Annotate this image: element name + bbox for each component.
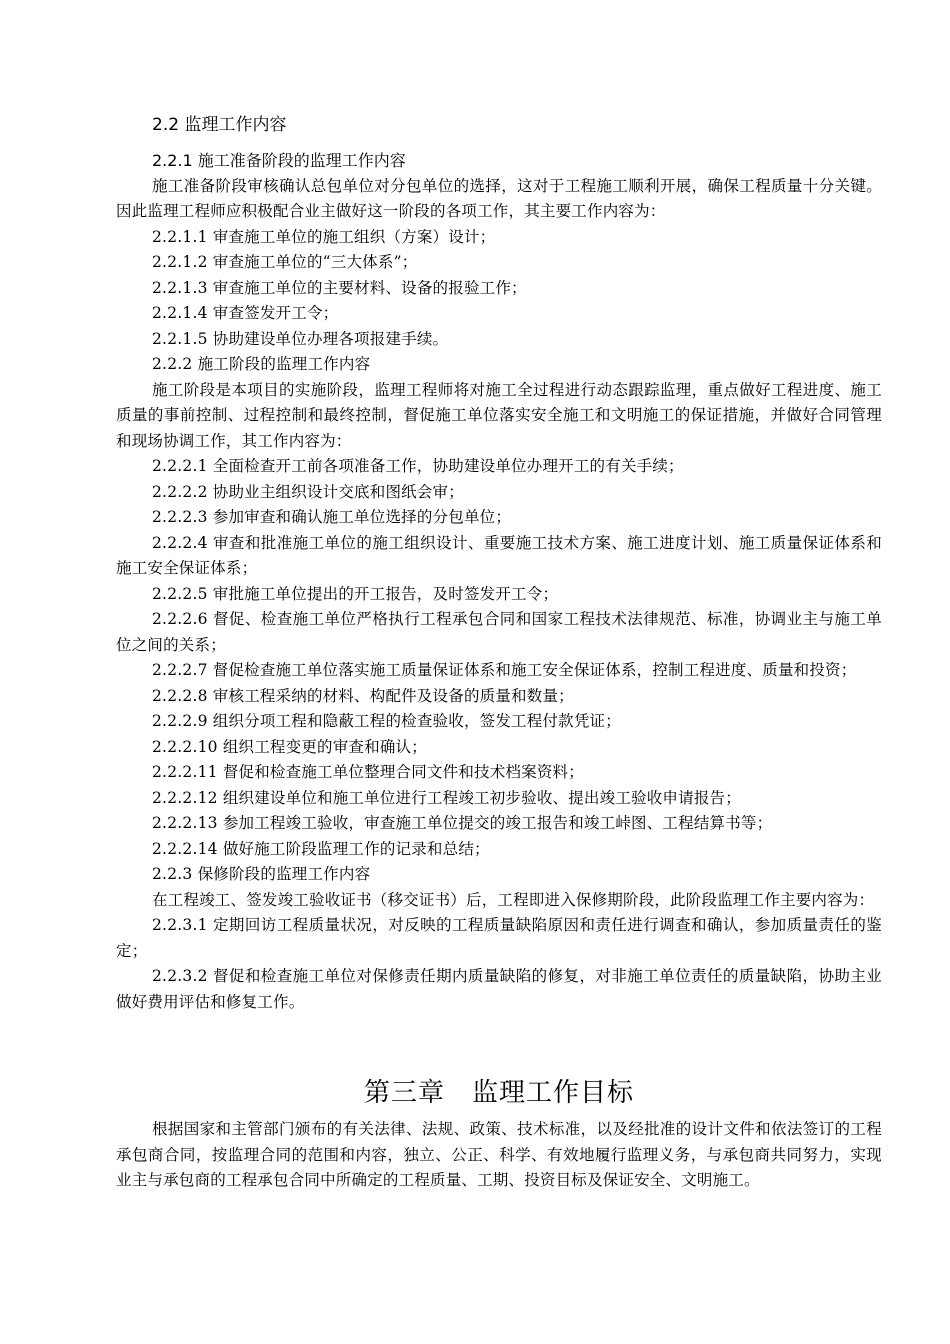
list-item: 2.2.2.14 做好施工阶段监理工作的记录和总结； xyxy=(152,839,490,858)
list-item: 2.2.2.11 督促和检查施工单位整理合同文件和技术档案资料； xyxy=(152,763,584,781)
list-item: 2.2.2.1 全面检查开工前各项准备工作，协助建设单位办理开工的有关手续； xyxy=(152,457,684,475)
list-item: 2.2.1.2 审查施工单位的“三大体系”； xyxy=(152,253,418,271)
list-item: 2.2.2.2 协助业主组织设计交底和图纸会审； xyxy=(152,482,464,501)
chapter-title: 第三章 监理工作目标 xyxy=(363,1078,634,1108)
subsection-heading-2-2-2: 2.2.2 施工阶段的监理工作内容 xyxy=(152,355,371,373)
list-item: 2.2.2.7 督促检查施工单位落实施工质量保证体系和施工安全保证体系，控制工程进度、质量和投资； xyxy=(152,661,857,679)
list-item: 2.2.2.6 督促、检查施工单位严格执行工程承包合同和国家工程技术法律规范、标准，协调业主与施工单位之间的关系； xyxy=(116,610,882,654)
list-item: 2.2.2.10 组织工程变更的审查和确认； xyxy=(152,737,427,756)
chapter-body-paragraph: 根据国家和主管部门颁布的有关法律、法规、政策、技术标准，以及经批准的设计文件和依法签订的工程承包商合同，按监理合同的范围和内容，独立、公正、科学、有效地履行监理义务，与承包商共同努力，实现业主与承包商的工程承包合同中所确定的工程质量、工期、投资目标及保证安全、文明施工。 xyxy=(116,1120,882,1189)
page-content xyxy=(116,112,882,1194)
list-item: 2.2.3.1 定期回访工程质量状况，对反映的工程质量缺陷原因和责任进行调查和确认，参加质量责任的鉴定； xyxy=(116,916,882,960)
list-item: 2.2.2.5 审批施工单位提出的开工报告，及时签发开工令； xyxy=(152,584,559,603)
list-item: 2.2.1.1 审查施工单位的施工组织（方案）设计； xyxy=(152,227,496,246)
paragraph-intro-2-2-2: 施工阶段是本项目的实施阶段，监理工程师将对施工全过程进行动态跟踪监理，重点做好工程进度、施工质量的事前控制、过程控制和最终控制，督促施工单位落实安全施工和文明施工的保证措施，并做好合同管理和现场协调工作，其工作内容为： xyxy=(116,380,882,450)
subsection-heading-2-2-1: 2.2.1 施工准备阶段的监理工作内容 xyxy=(152,151,406,170)
list-item: 2.2.1.4 审查签发开工令； xyxy=(152,304,339,322)
list-item: 2.2.2.9 组织分项工程和隐蔽工程的检查验收，签发工程付款凭证； xyxy=(152,712,621,730)
section-heading: 2.2 监理工作内容 xyxy=(152,115,287,135)
list-item: 2.2.2.4 审查和批准施工单位的施工组织设计、重要施工技术方案、施工进度计划、施工质量保证体系和施工安全保证体系； xyxy=(116,533,882,577)
list-item: 2.2.3.2 督促和检查施工单位对保修责任期内质量缺陷的修复，对非施工单位责任的质量缺陷，协助主业做好费用评估和修复工作。 xyxy=(116,967,882,1011)
list-item: 2.2.2.13 参加工程竣工验收，审查施工单位提交的竣工报告和竣工峠图、工程结算书等； xyxy=(152,814,773,832)
subsection-heading-2-2-3: 2.2.3 保修阶段的监理工作内容 xyxy=(152,865,371,883)
list-item: 2.2.1.5 协助建设单位办理各项报建手续。 xyxy=(152,329,449,348)
list-item: 2.2.1.3 审查施工单位的主要材料、设备的报验工作； xyxy=(152,278,527,297)
list-item: 2.2.2.3 参加审查和确认施工单位选择的分包单位； xyxy=(152,508,512,526)
paragraph-intro-2-2-1: 施工准备阶段审核确认总包单位对分包单位的选择，这对于工程施工顺利开展，确保工程质量十分关键。因此监理工程师应积极配合业主做好这一阶段的各项工作，其主要工作内容为： xyxy=(116,176,882,220)
list-item: 2.2.2.8 审核工程采纳的材料、构配件及设备的质量和数量； xyxy=(152,686,574,705)
list-item: 2.2.2.12 组织建设单位和施工单位进行工程竣工初步验收、提出竣工验收申请报告； xyxy=(152,788,741,807)
paragraph-intro-2-2-3: 在工程竣工、签发竣工验收证书（移交证书）后，工程即进入保修期阶段，此阶段监理工作主要内容为： xyxy=(152,890,875,909)
